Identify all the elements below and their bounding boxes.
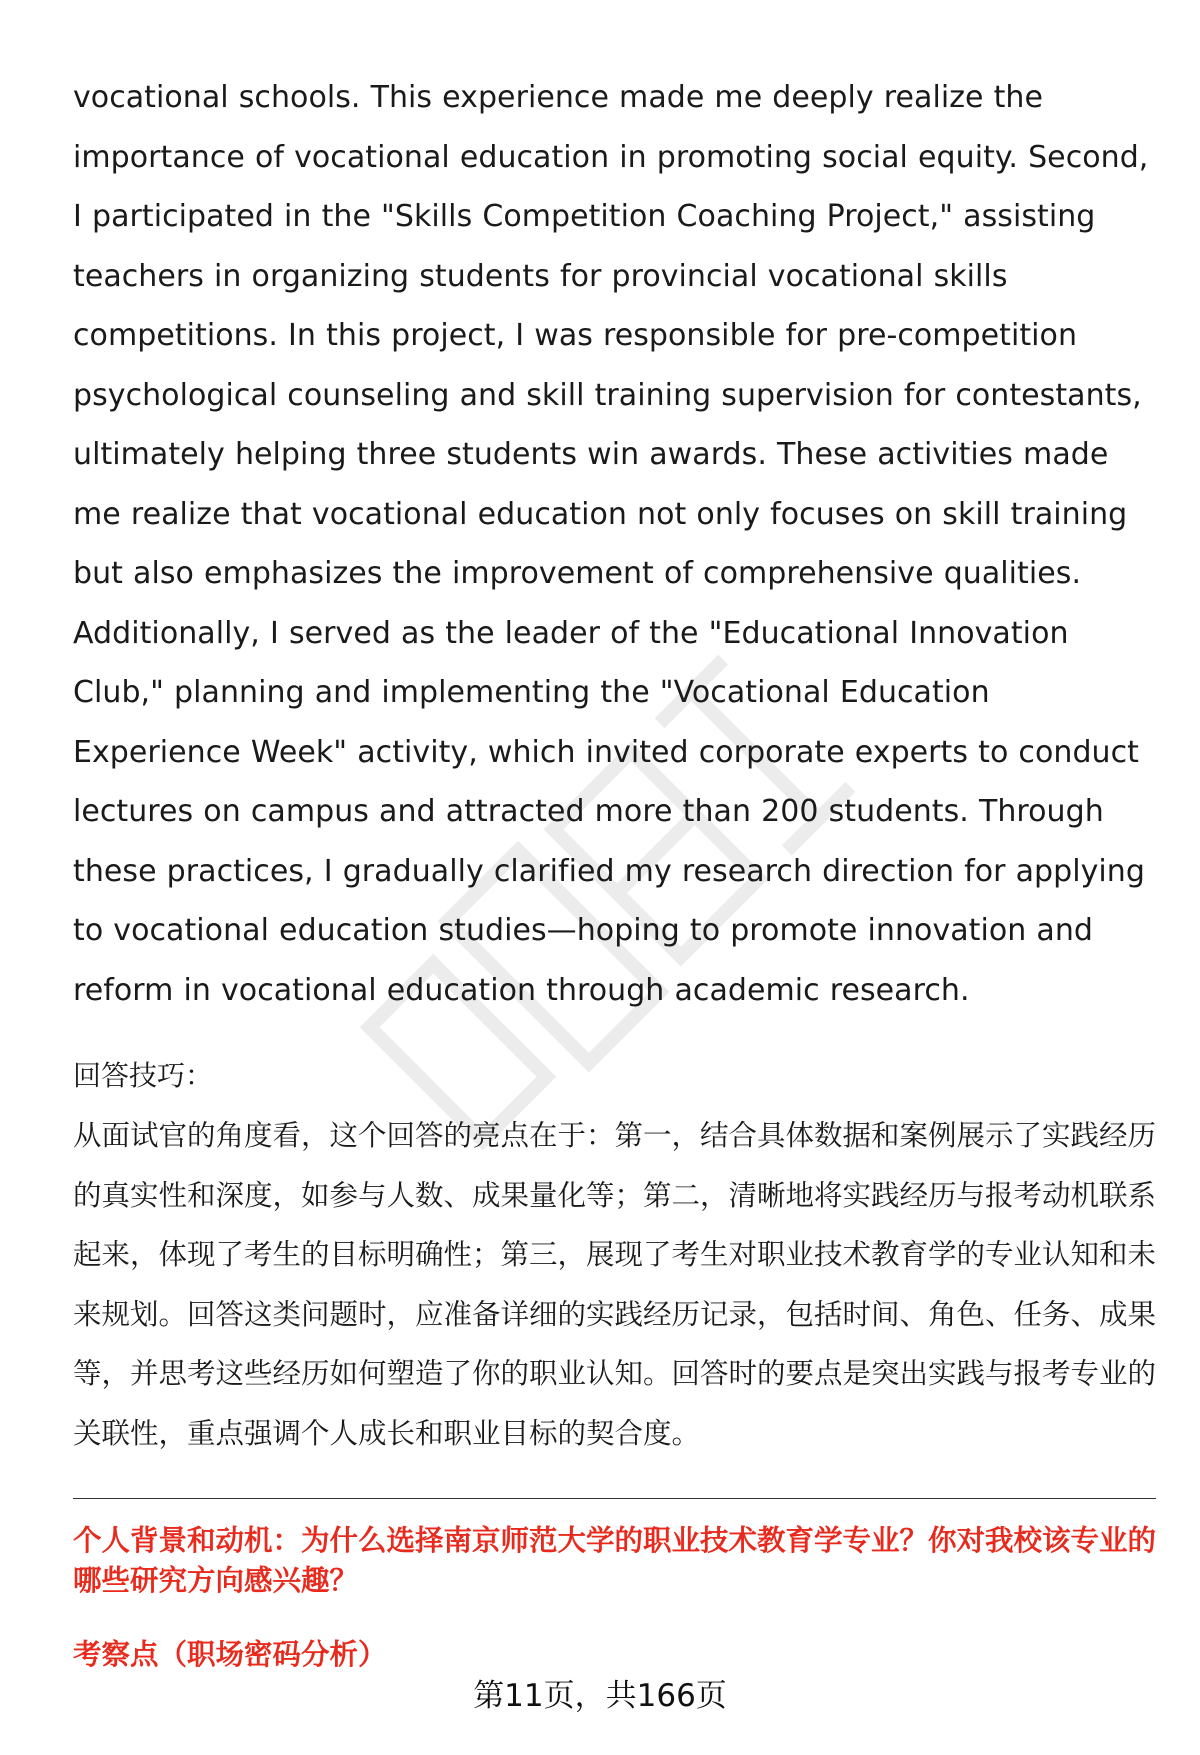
section-divider bbox=[73, 1498, 1156, 1499]
english-answer-paragraph: vocational schools. This experience made me deeply realize the importance of vocational education in promoting social equity. Second, I participated in the "Skills Competition Coaching Project," assisting teachers in organizing students for provincial vocational skills competitions. In this project, I was responsible for pre-competition psychological counseling and skill training supervision for contestants, ultimately helping three students win awards. These activities made me realize that vocational education not only focuses on skill training but also emphasizes the improvement of comprehensive qualities. Additionally, I served as the leader of the "Educational Innovation Club," planning and implementing the "Vocational Education Experience Week" activity, which invited corporate experts to conduct lectures on campus and attracted more than 200 students. Through these practices, I gradually clarified my research direction for applying to vocational education studies—hoping to promote innovation and reform in vocational education through academic research. bbox=[73, 80, 1149, 1008]
page-number-footer: 第11页，共166页 bbox=[473, 1678, 727, 1714]
question-title: 个人背景和动机：为什么选择南京师范大学的职业技术教育学专业？你对我校该专业的哪些研究方向感兴趣？ bbox=[73, 1524, 1157, 1597]
answer-tips-paragraph: 从面试官的角度看，这个回答的亮点在于：第一，结合具体数据和案例展示了实践经历的真实性和深度，如参与人数、成果量化等；第二，清晰地将实践经历与报考动机联系起来，体现了考生的目标明确性；第三，展现了考生对职业技术教育学的专业认知和未来规划。回答这类问题时，应准备详细的实践经历记录，包括时间、角色、任务、成果等，并思考这些经历如何塑造了你的职业认知。回答时的要点是突出实践与报考专业的关联性，重点强调个人成长和职业目标的契合度。 bbox=[73, 1119, 1157, 1450]
page-content bbox=[73, 68, 1163, 1675]
answer-tips-label: 回答技巧： bbox=[73, 1059, 214, 1092]
assessment-points-heading: 考察点（职场密码分析） bbox=[73, 1638, 387, 1671]
